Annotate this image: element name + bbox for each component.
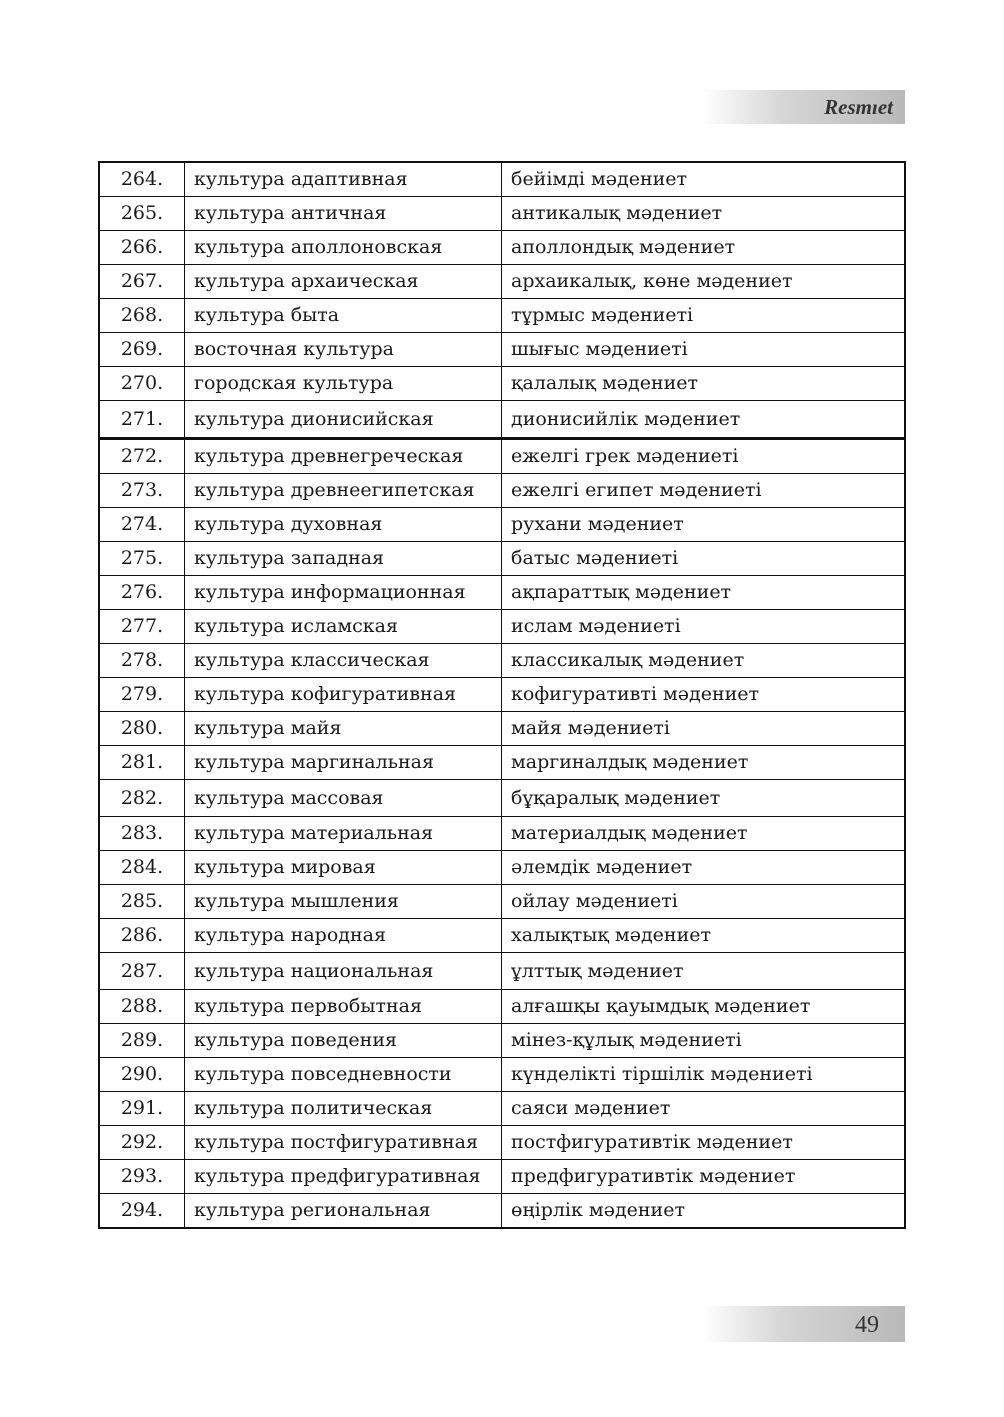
term-number: 272. bbox=[99, 439, 185, 474]
russian-term: культура майя bbox=[185, 712, 502, 746]
kazakh-term: ежелгі грек мәдениеті bbox=[502, 439, 906, 474]
term-number: 271. bbox=[99, 401, 185, 439]
kazakh-term: алғашқы қауымдық мәдениет bbox=[502, 990, 906, 1024]
table-row bbox=[99, 919, 905, 953]
term-number: 265. bbox=[99, 197, 185, 231]
table-row bbox=[99, 746, 905, 780]
term-number: 269. bbox=[99, 333, 185, 367]
table-row bbox=[99, 1092, 905, 1126]
russian-term: культура античная bbox=[185, 197, 502, 231]
kazakh-term: материалдық мәдениет bbox=[502, 817, 906, 851]
table-row bbox=[99, 474, 905, 508]
kazakh-term: ұлттық мәдениет bbox=[502, 953, 906, 990]
russian-term: культура адаптивная bbox=[185, 162, 502, 197]
russian-term: культура исламская bbox=[185, 610, 502, 644]
table-row bbox=[99, 1024, 905, 1058]
kazakh-term: халықтық мәдениет bbox=[502, 919, 906, 953]
term-number: 279. bbox=[99, 678, 185, 712]
header-label: Resmıet bbox=[824, 95, 893, 119]
russian-term: культура духовная bbox=[185, 508, 502, 542]
table-row bbox=[99, 542, 905, 576]
term-number: 267. bbox=[99, 265, 185, 299]
kazakh-term: шығыс мәдениеті bbox=[502, 333, 906, 367]
russian-term: культура мышления bbox=[185, 885, 502, 919]
term-number: 274. bbox=[99, 508, 185, 542]
table-row bbox=[99, 953, 905, 990]
russian-term: культура маргинальная bbox=[185, 746, 502, 780]
table-row bbox=[99, 1160, 905, 1194]
russian-term: культура кофигуративная bbox=[185, 678, 502, 712]
term-number: 270. bbox=[99, 367, 185, 401]
table-row bbox=[99, 1194, 905, 1229]
term-number: 268. bbox=[99, 299, 185, 333]
kazakh-term: ежелгі египет мәдениеті bbox=[502, 474, 906, 508]
term-number: 293. bbox=[99, 1160, 185, 1194]
kazakh-term: қалалық мәдениет bbox=[502, 367, 906, 401]
kazakh-term: тұрмыс мәдениеті bbox=[502, 299, 906, 333]
russian-term: культура архаическая bbox=[185, 265, 502, 299]
kazakh-term: классикалық мәдениет bbox=[502, 644, 906, 678]
term-number: 281. bbox=[99, 746, 185, 780]
kazakh-term: майя мәдениеті bbox=[502, 712, 906, 746]
table-row bbox=[99, 299, 905, 333]
term-number: 291. bbox=[99, 1092, 185, 1126]
term-number: 286. bbox=[99, 919, 185, 953]
term-number: 289. bbox=[99, 1024, 185, 1058]
term-number: 290. bbox=[99, 1058, 185, 1092]
table-row bbox=[99, 367, 905, 401]
russian-term: культура древнегреческая bbox=[185, 439, 502, 474]
term-number: 283. bbox=[99, 817, 185, 851]
russian-term: культура народная bbox=[185, 919, 502, 953]
kazakh-term: аполлондық мәдениет bbox=[502, 231, 906, 265]
russian-term: культура информационная bbox=[185, 576, 502, 610]
russian-term: культура политическая bbox=[185, 1092, 502, 1126]
kazakh-term: антикалық мәдениет bbox=[502, 197, 906, 231]
russian-term: культура быта bbox=[185, 299, 502, 333]
term-number: 280. bbox=[99, 712, 185, 746]
kazakh-term: батыс мәдениеті bbox=[502, 542, 906, 576]
kazakh-term: саяси мәдениет bbox=[502, 1092, 906, 1126]
russian-term: культура классическая bbox=[185, 644, 502, 678]
term-number: 273. bbox=[99, 474, 185, 508]
glossary-table bbox=[98, 161, 906, 1229]
running-header bbox=[702, 90, 905, 124]
term-number: 278. bbox=[99, 644, 185, 678]
kazakh-term: ойлау мәдениеті bbox=[502, 885, 906, 919]
kazakh-term: әлемдік мәдениет bbox=[502, 851, 906, 885]
kazakh-term: кофигуративті мәдениет bbox=[502, 678, 906, 712]
glossary-body bbox=[99, 162, 905, 1228]
russian-term: культура постфигуративная bbox=[185, 1126, 502, 1160]
table-row bbox=[99, 851, 905, 885]
russian-term: культура национальная bbox=[185, 953, 502, 990]
table-row bbox=[99, 439, 905, 474]
russian-term: культура дионисийская bbox=[185, 401, 502, 439]
kazakh-term: ислам мәдениеті bbox=[502, 610, 906, 644]
term-number: 277. bbox=[99, 610, 185, 644]
russian-term: культура аполлоновская bbox=[185, 231, 502, 265]
table-row bbox=[99, 712, 905, 746]
russian-term: культура древнеегипетская bbox=[185, 474, 502, 508]
kazakh-term: маргиналдық мәдениет bbox=[502, 746, 906, 780]
russian-term: культура поведения bbox=[185, 1024, 502, 1058]
russian-term: культура мировая bbox=[185, 851, 502, 885]
table-row bbox=[99, 1058, 905, 1092]
russian-term: культура западная bbox=[185, 542, 502, 576]
russian-term: культура массовая bbox=[185, 780, 502, 817]
table-row bbox=[99, 162, 905, 197]
table-row bbox=[99, 508, 905, 542]
table-row bbox=[99, 885, 905, 919]
russian-term: культура региональная bbox=[185, 1194, 502, 1229]
russian-term: восточная культура bbox=[185, 333, 502, 367]
page-number: 49 bbox=[855, 1312, 879, 1338]
term-number: 284. bbox=[99, 851, 185, 885]
term-number: 292. bbox=[99, 1126, 185, 1160]
kazakh-term: предфигуративтік мәдениет bbox=[502, 1160, 906, 1194]
kazakh-term: мінез-құлық мәдениеті bbox=[502, 1024, 906, 1058]
term-number: 275. bbox=[99, 542, 185, 576]
kazakh-term: дионисийлік мәдениет bbox=[502, 401, 906, 439]
table-row bbox=[99, 780, 905, 817]
kazakh-term: бұқаралық мәдениет bbox=[502, 780, 906, 817]
kazakh-term: өңірлік мәдениет bbox=[502, 1194, 906, 1229]
term-number: 288. bbox=[99, 990, 185, 1024]
russian-term: культура материальная bbox=[185, 817, 502, 851]
table-row bbox=[99, 231, 905, 265]
term-number: 266. bbox=[99, 231, 185, 265]
term-number: 287. bbox=[99, 953, 185, 990]
term-number: 294. bbox=[99, 1194, 185, 1229]
russian-term: культура повседневности bbox=[185, 1058, 502, 1092]
term-number: 276. bbox=[99, 576, 185, 610]
table-row bbox=[99, 401, 905, 439]
kazakh-term: ақпараттық мәдениет bbox=[502, 576, 906, 610]
table-row bbox=[99, 333, 905, 367]
kazakh-term: бейімді мәдениет bbox=[502, 162, 906, 197]
kazakh-term: постфигуративтік мәдениет bbox=[502, 1126, 906, 1160]
russian-term: культура предфигуративная bbox=[185, 1160, 502, 1194]
kazakh-term: архаикалық, көне мәдениет bbox=[502, 265, 906, 299]
table-row bbox=[99, 990, 905, 1024]
table-row bbox=[99, 610, 905, 644]
table-row bbox=[99, 1126, 905, 1160]
kazakh-term: күнделікті тіршілік мәдениеті bbox=[502, 1058, 906, 1092]
term-number: 282. bbox=[99, 780, 185, 817]
page-footer bbox=[702, 1306, 905, 1342]
table-row bbox=[99, 197, 905, 231]
table-row bbox=[99, 644, 905, 678]
term-number: 264. bbox=[99, 162, 185, 197]
table-row bbox=[99, 817, 905, 851]
table-row bbox=[99, 678, 905, 712]
russian-term: культура первобытная bbox=[185, 990, 502, 1024]
kazakh-term: рухани мәдениет bbox=[502, 508, 906, 542]
russian-term: городская культура bbox=[185, 367, 502, 401]
table-row bbox=[99, 576, 905, 610]
table-row bbox=[99, 265, 905, 299]
term-number: 285. bbox=[99, 885, 185, 919]
